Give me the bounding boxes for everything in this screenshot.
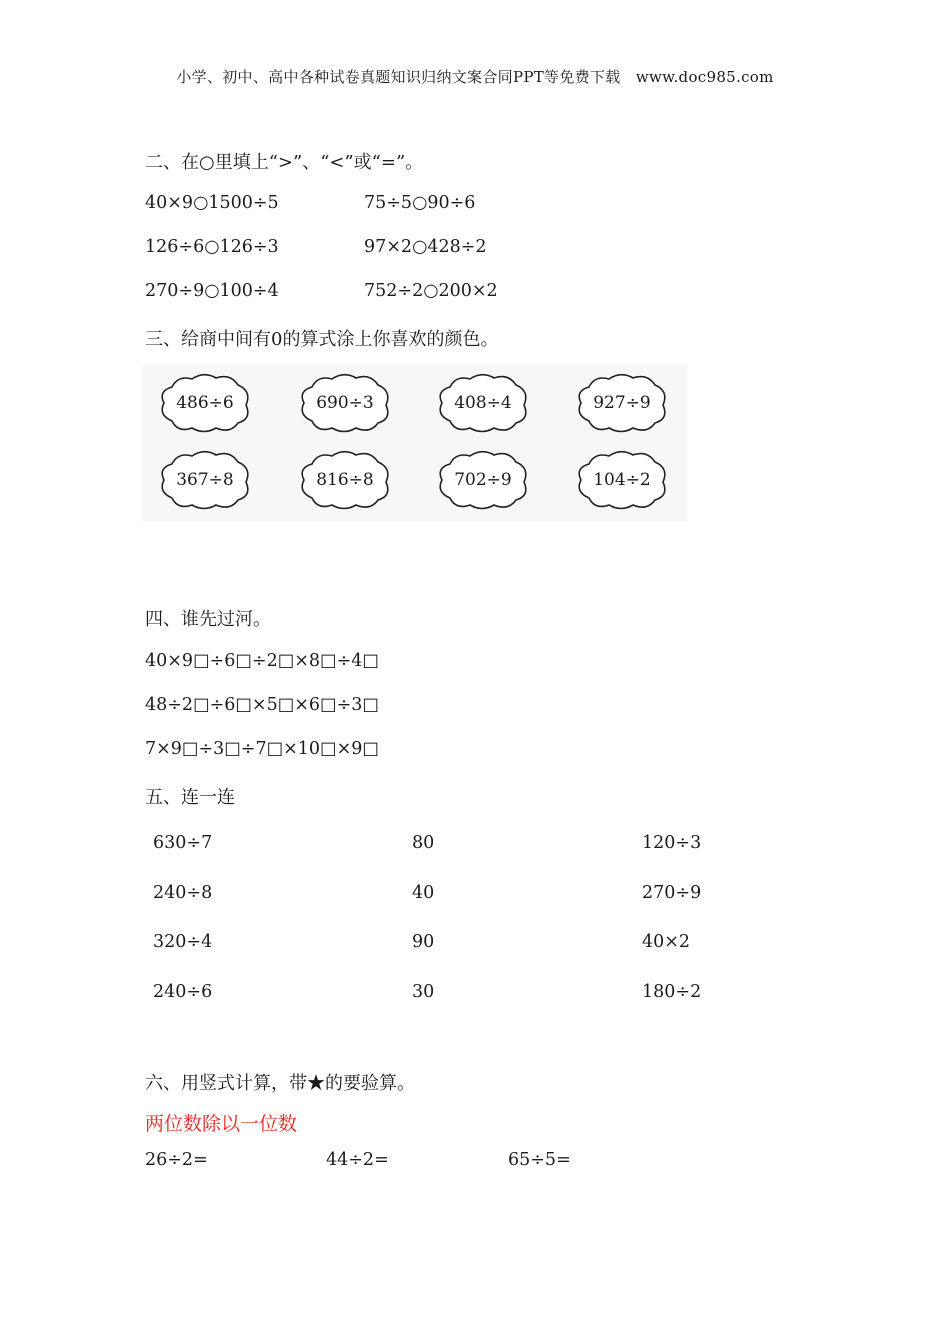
cloud-item[interactable] xyxy=(296,371,394,435)
section-6-subtitle: 两位数除以一位数 xyxy=(145,1113,298,1135)
compare-item: 126÷6○126÷3 xyxy=(145,237,279,257)
match-right-item: 120÷3 xyxy=(642,833,702,853)
cloud-expression: 486÷6 xyxy=(176,393,234,413)
section-6-title: 六、用竖式计算，带★的要验算。 xyxy=(145,1073,415,1094)
cloud-item[interactable] xyxy=(573,371,671,435)
cloud-item[interactable] xyxy=(434,448,532,512)
match-left-item: 320÷4 xyxy=(153,932,213,952)
cloud-panel xyxy=(142,365,687,521)
cloud-expression: 690÷3 xyxy=(316,393,374,413)
match-middle-item: 80 xyxy=(412,833,435,853)
cloud-item[interactable] xyxy=(573,448,671,512)
chain-calc-row: 48÷2□÷6□×5□×6□÷3□ xyxy=(145,695,379,715)
match-right-item: 270÷9 xyxy=(642,883,702,903)
division-problem: 44÷2= xyxy=(326,1150,389,1170)
match-right-item: 40×2 xyxy=(642,932,691,952)
cloud-expression: 104÷2 xyxy=(593,470,651,490)
cloud-item[interactable] xyxy=(156,448,254,512)
match-middle-item: 40 xyxy=(412,883,435,903)
match-left-item: 630÷7 xyxy=(153,833,213,853)
match-left-item: 240÷6 xyxy=(153,982,213,1002)
compare-item: 752÷2○200×2 xyxy=(364,281,498,301)
compare-item: 97×2○428÷2 xyxy=(364,237,487,257)
cloud-expression: 408÷4 xyxy=(454,393,512,413)
cloud-expression: 816÷8 xyxy=(316,470,374,490)
section-3-title: 三、给商中间有0的算式涂上你喜欢的颜色。 xyxy=(145,329,499,350)
cloud-expression: 702÷9 xyxy=(454,470,512,490)
cloud-item[interactable] xyxy=(434,371,532,435)
match-middle-item: 90 xyxy=(412,932,435,952)
section-2-title: 二、在○里填上“>”、“<”或“=”。 xyxy=(145,152,424,173)
chain-calc-row: 40×9□÷6□÷2□×8□÷4□ xyxy=(145,651,379,671)
match-middle-item: 30 xyxy=(412,982,435,1002)
section-5-title: 五、连一连 xyxy=(145,787,235,808)
cloud-item[interactable] xyxy=(296,448,394,512)
cloud-expression: 927÷9 xyxy=(593,393,651,413)
compare-item: 75÷5○90÷6 xyxy=(364,193,476,213)
division-problem: 65÷5= xyxy=(508,1150,571,1170)
division-problem: 26÷2= xyxy=(145,1150,208,1170)
cloud-item[interactable] xyxy=(156,371,254,435)
match-right-item: 180÷2 xyxy=(642,982,702,1002)
compare-item: 270÷9○100÷4 xyxy=(145,281,279,301)
section-4-title: 四、谁先过河。 xyxy=(145,609,271,630)
page-header: 小学、初中、高中各种试卷真题知识归纳文案合同PPT等免费下载 www.doc985.com xyxy=(176,68,774,86)
cloud-expression: 367÷8 xyxy=(176,470,234,490)
match-left-item: 240÷8 xyxy=(153,883,213,903)
chain-calc-row: 7×9□÷3□÷7□×10□×9□ xyxy=(145,739,379,759)
compare-item: 40×9○1500÷5 xyxy=(145,193,279,213)
